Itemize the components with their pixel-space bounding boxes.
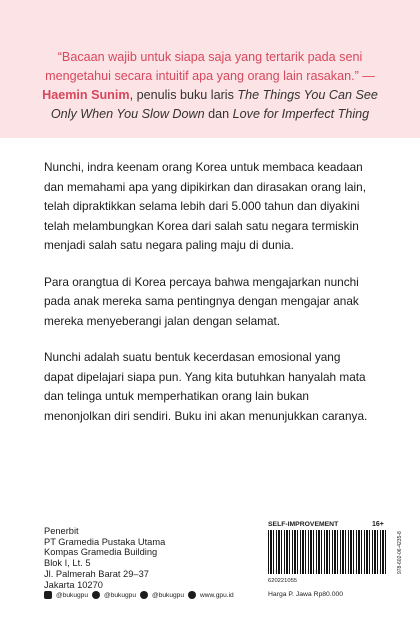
website: www.gpu.id	[200, 591, 234, 599]
publisher-line: Kompas Gramedia Building	[44, 547, 158, 558]
quote-dash: —	[358, 69, 375, 83]
quote-book-2: Love for Imperfect Thing	[232, 107, 370, 121]
blurb-paragraph-3: Nunchi adalah suatu bentuk kecerdasan emosional yang dapat dipelajari siapa pun. Yang kita butuhkan hanyalah mata dan telinga untuk memperhatikan orang lain bukan menonjolkan diri sendiri. Buku ini akan menunjukkan caranya.	[44, 350, 368, 423]
twitter-icon	[92, 591, 100, 599]
quote-text: “Bacaan wajib untuk siapa saja yang tertarik pada seni mengetahui secara intuitif apa yang orang lain rasakan.”	[45, 50, 363, 83]
barcode	[268, 530, 388, 574]
quote-author-desc: , penulis buku laris	[129, 88, 238, 102]
facebook-icon	[140, 591, 148, 599]
isbn-vertical: 978-602-06-4235-8	[397, 531, 403, 574]
social-links	[44, 590, 234, 600]
category-label: SELF-IMPROVEMENT	[268, 521, 339, 528]
quote-book-1: The Things You Can See Only When You Slow Down	[50, 88, 378, 121]
publisher-line: Jl. Palmerah Barat 29–37	[44, 568, 149, 579]
publisher-line: Penerbit	[44, 526, 79, 536]
quote-connector: dan	[204, 107, 233, 121]
facebook-handle: @bukugpu	[152, 591, 184, 599]
instagram-icon	[44, 591, 52, 599]
blurb-paragraph-1: Nunchi, indra keenam orang Korea untuk membaca keadaan dan memahami apa yang dipikirkan dan dirasakan orang lain, telah dipraktikkan selama lebih dari 5.000 tahun dan diyakini telah melambungkan Korea dari salah satu negara termiskin menjadi salah satu negara paling maju di dunia.	[44, 160, 366, 252]
price: Harga P. Jawa Rp80.000	[268, 591, 344, 598]
age-rating: 16+	[372, 521, 384, 528]
blurb-paragraph-2: Para orangtua di Korea percaya bahwa mengajarkan nunchi pada anak mereka sama pentingnya dengan mengajar anak mereka menyeberangi jalan dengan selamat.	[44, 274, 359, 328]
publisher-line: Blok I, Lt. 5	[44, 558, 91, 569]
publisher-info	[44, 526, 234, 590]
globe-icon	[188, 591, 196, 599]
twitter-handle: @bukugpu	[104, 591, 136, 599]
endorsement-quote	[40, 48, 380, 124]
blurb	[44, 158, 370, 443]
publisher-line: Jakarta 10270	[44, 579, 103, 590]
instagram-handle: @bukugpu	[56, 591, 88, 599]
quote-author: Haemin Sunim	[42, 88, 130, 102]
publisher-line: PT Gramedia Pustaka Utama	[44, 536, 166, 547]
barcode-number: 620221055	[268, 578, 298, 584]
